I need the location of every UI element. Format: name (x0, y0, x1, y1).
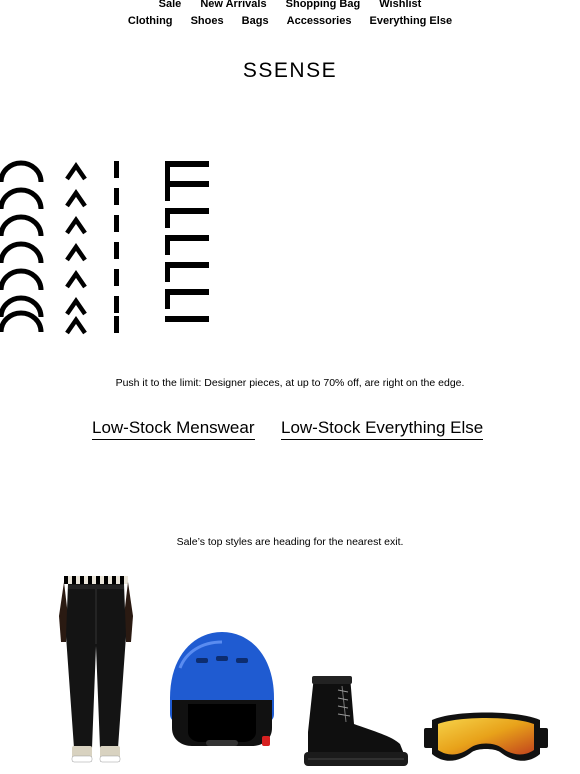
category-nav (0, 15, 580, 28)
sale-letter-a-column (67, 166, 85, 333)
low-stock-menswear-link[interactable]: Low-Stock Menswear (92, 418, 255, 440)
low-stock-everything-else-link[interactable]: Low-Stock Everything Else (281, 418, 483, 440)
primary-nav (0, 0, 580, 11)
nav-link-accessories[interactable]: Accessories (286, 15, 352, 27)
sale-letter-l-column (165, 161, 209, 322)
nav-link-wishlist[interactable]: Wishlist (379, 0, 422, 10)
products-subhead: Sale’s top styles are heading for the nearest exit. (176, 536, 404, 548)
sale-graphic (0, 155, 220, 335)
nav-link-everything-else[interactable]: Everything Else (369, 15, 453, 27)
nav-link-clothing[interactable]: Clothing (127, 15, 173, 27)
mirrored-ski-goggles-image[interactable] (424, 706, 548, 772)
sale-letter-s-column (1, 163, 41, 332)
nav-link-shoes[interactable]: Shoes (190, 15, 224, 27)
blue-ski-helmet-image[interactable] (166, 628, 278, 758)
nav-link-new-arrivals[interactable]: New Arrivals (200, 0, 267, 10)
nav-link-shopping-bag[interactable]: Shopping Bag (285, 0, 361, 10)
brand-logo[interactable]: SSENSE (242, 59, 338, 82)
black-jeans-image[interactable] (56, 576, 136, 766)
sale-letter-i-column (114, 161, 119, 333)
nav-link-sale[interactable]: Sale (158, 0, 182, 10)
nav-link-bags[interactable]: Bags (241, 15, 269, 27)
black-combat-boot-image[interactable] (296, 672, 412, 770)
hero-tagline: Push it to the limit: Designer pieces, at up to 70% off, are right on the edge. (115, 377, 465, 389)
